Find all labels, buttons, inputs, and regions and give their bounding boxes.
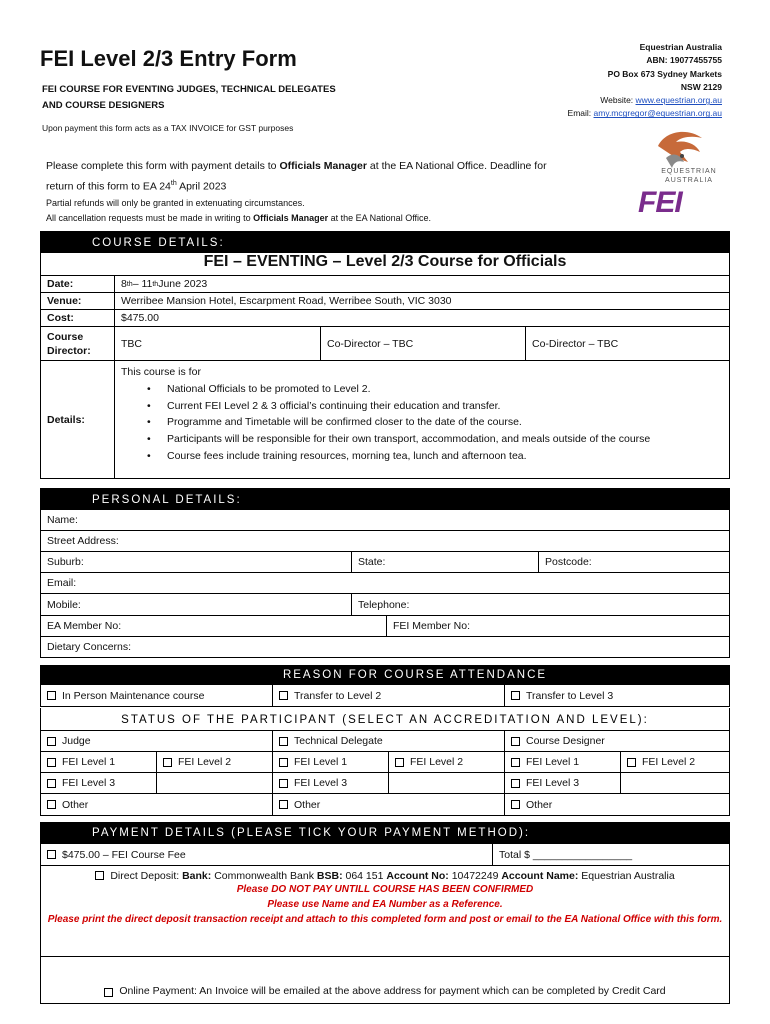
checkbox-icon [279, 691, 288, 700]
payment-table [40, 844, 730, 1004]
payment-heading: PAYMENT DETAILS (PLEASE TICK YOUR PAYMENT METHOD): [40, 822, 730, 844]
org-address-2: NSW 2129 [680, 81, 722, 92]
email-field[interactable]: Email: [47, 577, 77, 589]
detail-item: • Programme and Timetable will be confirmed closer to the date of the course. [147, 414, 723, 431]
td-fei1[interactable]: FEI Level 1 [273, 752, 389, 772]
course-director: TBC [115, 327, 321, 360]
fei-logo-text: FEI [638, 186, 682, 219]
checkbox-icon [279, 758, 288, 767]
judge-fei2[interactable]: FEI Level 2 [157, 752, 273, 772]
checkbox-icon [95, 871, 104, 880]
reason-heading: REASON FOR COURSE ATTENDANCE [40, 665, 730, 685]
reason-transfer-l2[interactable]: Transfer to Level 2 [273, 685, 505, 706]
reason-transfer-l3[interactable]: Transfer to Level 3 [505, 685, 729, 706]
checkbox-icon [627, 758, 636, 767]
checkbox-icon [163, 758, 172, 767]
org-name: Equestrian Australia [639, 42, 722, 52]
course-details-heading: COURSE DETAILS: [40, 231, 730, 253]
detail-item: • Current FEI Level 2 & 3 official’s continuing their education and transfer. [147, 398, 723, 415]
checkbox-icon [279, 737, 288, 746]
course-date: 8 th – 11 th June 2023 [121, 278, 208, 290]
course-cost: $475.00 [121, 312, 159, 324]
tax-invoice-note: Upon payment this form acts as a TAX INVOICE for GST purposes [42, 123, 294, 133]
co-director-1: Co-Director – TBC [321, 327, 526, 360]
course-venue: Werribee Mansion Hotel, Escarpment Road, Werribee South, VIC 3030 [121, 295, 452, 307]
checkbox-icon [279, 779, 288, 788]
judge-fei3[interactable]: FEI Level 3 [41, 773, 157, 793]
online-payment-option[interactable]: Online Payment: An Invoice will be emailed at the above address for payment which can be completed by Credit Card [41, 957, 729, 1004]
checkbox-icon [395, 758, 404, 767]
detail-item: • National Officials to be promoted to Level 2. [147, 381, 723, 398]
checkbox-icon [47, 779, 56, 788]
warning-1: Please DO NOT PAY UNTILL COURSE HAS BEEN CONFIRMED [236, 884, 534, 895]
reason-maintenance[interactable]: In Person Maintenance course [41, 685, 273, 706]
page-title: FEI Level 2/3 Entry Form [40, 46, 297, 71]
checkbox-icon [511, 691, 520, 700]
status-judge[interactable]: Judge [41, 731, 273, 751]
logo-text-1: EQUESTRIAN [661, 168, 717, 175]
cd-fei2[interactable]: FEI Level 2 [621, 752, 729, 772]
fei-member-field[interactable]: FEI Member No: [393, 620, 471, 632]
detail-item: • Course fees include training resources, morning tea, lunch and afternoon tea. [147, 448, 723, 465]
dietary-field[interactable]: Dietary Concerns: [47, 641, 132, 653]
ea-member-field[interactable]: EA Member No: [41, 616, 387, 636]
checkbox-icon [511, 758, 520, 767]
org-abn: ABN: 19077455755 [646, 55, 722, 66]
course-fee-option[interactable]: $475.00 – FEI Course Fee [41, 844, 493, 865]
status-table [40, 731, 730, 816]
organisation-details [568, 41, 722, 121]
checkbox-icon [47, 758, 56, 767]
warning-3: Please print the direct deposit transaction receipt and attach to this completed form and post or email to the EA National Office with this form. [47, 914, 723, 925]
checkbox-icon [47, 737, 56, 746]
total-field[interactable]: Total $ _________________ [499, 848, 633, 861]
checkbox-icon [104, 988, 113, 997]
subtitle-line-2: AND COURSE DESIGNERS [42, 100, 165, 111]
checkbox-icon [511, 779, 520, 788]
cd-fei1[interactable]: FEI Level 1 [505, 752, 621, 772]
direct-deposit-option[interactable]: Direct Deposit: Bank: Commonwealth Bank BSB: 064 151 Account No: 10472249 Account Name: Equestrian Australia [41, 870, 729, 882]
ea-fei-logo [636, 128, 726, 222]
subtitle-line-1: FEI COURSE FOR EVENTING JUDGES, TECHNICAL DELEGATES [42, 84, 336, 95]
suburb-field[interactable]: Suburb: [41, 552, 352, 572]
course-details-table: FEI – EVENTING – Level 2/3 Course for Officials Date: 8 th – 11 th June 2023 Venue: Werribee Mansion Hotel, Escarpment Road, Werribee South, VIC 3030 Cost: $475.00 Course Director: TBC Co-Director – TBC Co-Director – TBC Details: This course is for • National Officials to be promoted to Level 2. • Current FEI Level 2 & 3 official’s continuing their education and transfer. • Programme and Timetable will be confirmed closer to the date of the course. • Participants will be responsible for their own transport, accommodation, and meals outside of the course • Course fees include training resources, morning tea, lunch and afternoon tea. [40, 253, 730, 479]
checkbox-icon [47, 850, 56, 859]
course-details-body: This course is for • National Officials to be promoted to Level 2. • Current FEI Level 2 & 3 official’s continuing their education and transfer. • Programme and Timetable will be confirmed closer to the date of the course. • Participants will be responsible for their own transport, accommodation, and meals outside of the course • Course fees include training resources, morning tea, lunch and afternoon tea. [115, 361, 729, 478]
name-field[interactable]: Name: [47, 514, 78, 526]
td-fei3[interactable]: FEI Level 3 [273, 773, 389, 793]
mobile-field[interactable]: Mobile: [41, 594, 352, 615]
website-link[interactable]: www.equestrian.org.au [635, 95, 722, 106]
co-director-2: Co-Director – TBC [532, 337, 619, 350]
status-td[interactable]: Technical Delegate [273, 731, 505, 751]
org-address-1: PO Box 673 Sydney Markets [607, 68, 722, 79]
td-fei2[interactable]: FEI Level 2 [389, 752, 505, 772]
checkbox-icon [47, 800, 56, 809]
email-link[interactable]: amy.mcgregor@equestrian.org.au [593, 108, 722, 119]
personal-details-table [40, 510, 730, 658]
cd-fei3[interactable]: FEI Level 3 [505, 773, 621, 793]
refund-note: Partial refunds will only be granted in extenuating circumstances. [46, 197, 305, 208]
instructions: Please complete this form with payment details to Officials Manager at the EA National Office. Deadline for return of this form to EA 24th April 2023 Partial refunds will only be granted in extenuating circumstances. All cancellation requests must be made in writing to Officials Manager at the EA National Office. [46, 157, 626, 226]
logo-text-2: AUSTRALIA [665, 177, 713, 184]
td-other[interactable]: Other [273, 794, 505, 815]
postcode-field[interactable]: Postcode: [545, 556, 592, 568]
telephone-field[interactable]: Telephone: [358, 598, 410, 611]
checkbox-icon [511, 737, 520, 746]
checkbox-icon [279, 800, 288, 809]
status-heading: STATUS OF THE PARTICIPANT (SELECT AN ACCREDITATION AND LEVEL): [40, 708, 730, 731]
checkbox-icon [47, 691, 56, 700]
judge-other[interactable]: Other [41, 794, 273, 815]
detail-item: • Participants will be responsible for their own transport, accommodation, and meals outside of the course [147, 431, 723, 448]
cd-other[interactable]: Other [505, 794, 729, 815]
checkbox-icon [511, 800, 520, 809]
warning-2: Please use Name and EA Number as a Reference. [267, 899, 503, 910]
personal-details-heading: PERSONAL DETAILS: [40, 488, 730, 510]
street-address-field[interactable]: Street Address: [47, 535, 119, 547]
reason-table [40, 685, 730, 707]
judge-fei1[interactable]: FEI Level 1 [41, 752, 157, 772]
email-label: Email: [567, 108, 594, 119]
status-cd[interactable]: Course Designer [505, 731, 729, 751]
website-label: Website: [600, 95, 636, 106]
course-title: FEI – EVENTING – Level 2/3 Course for Officials [41, 253, 729, 276]
state-field[interactable]: State: [352, 552, 539, 572]
